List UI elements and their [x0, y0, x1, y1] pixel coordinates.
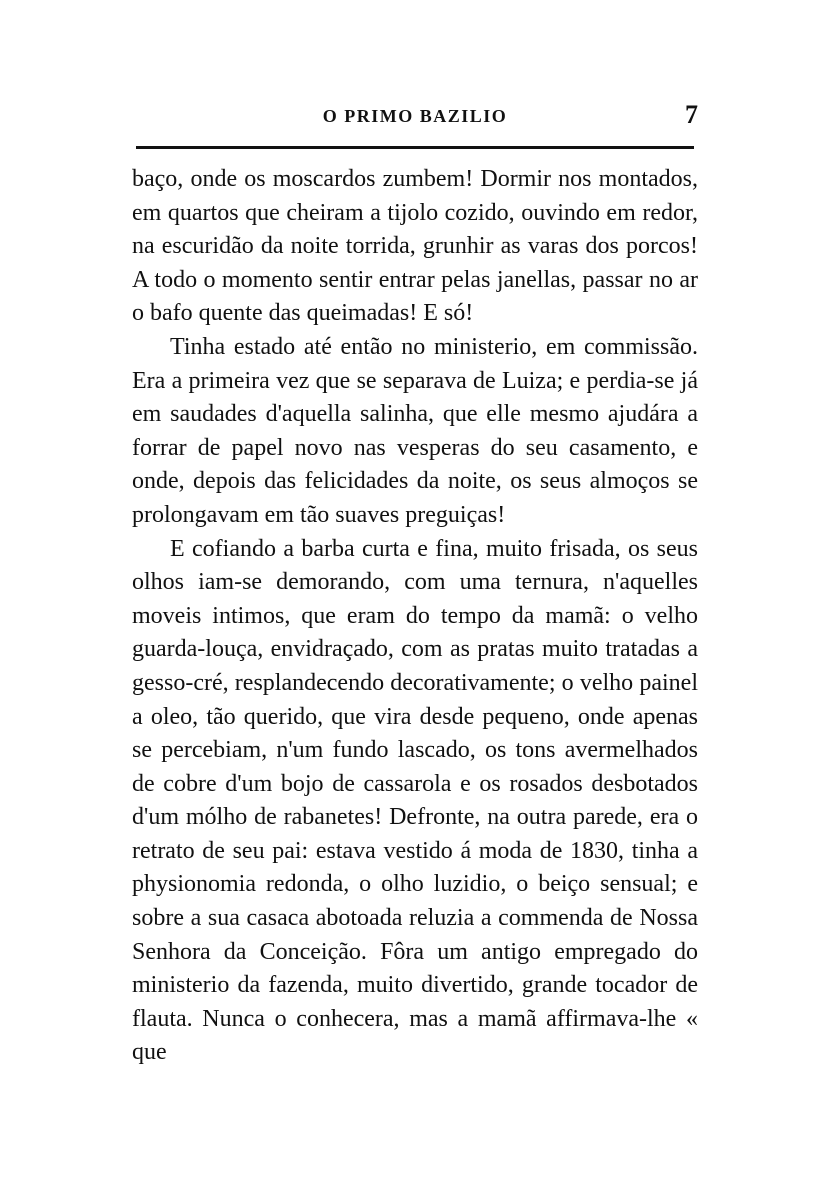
running-head	[132, 100, 698, 134]
paragraph-1: baço, onde os moscardos zumbem! Dormir nos montados, em quartos que cheiram a tijolo cozido, ouvindo em redor, na escuridão da noite torrida, grunhir as varas dos porcos! A todo o momento sentir entrar pelas janellas, passar no ar o bafo quente das queimadas! E só!	[132, 166, 698, 327]
running-title: O PRIMO BAZILIO	[322, 106, 508, 126]
paragraph-3: E cofiando a barba curta e fina, muito frisada, os seus olhos iam-se demorando, com uma ternura, n'aquelles moveis intimos, que eram do tempo da mamã: o velho guarda-louça, envidraçado, com as pratas muito tratadas a gesso-cré, resplandecendo decorativamente; o velho painel a oleo, tão querido, que vira desde pequeno, onde apenas se percebiam, n'um fundo lascado, os tons avermelhados de cobre d'um bojo de cassarola e os rosados desbotados d'um mólho de rabanetes! Defronte, na outra parede, era o retrato de seu pai: estava vestido á moda de 1830, tinha a physionomia redonda, o olho luzidio, o beiço sensual; e sobre a sua casaca abotoada reluzia a commenda de Nossa Senhora da Conceição. Fôra um antigo empregado do ministerio da fazenda, muito divertido, grande tocador de flauta. Nunca o conhecera, mas a mamã affirmava-lhe « que	[132, 535, 698, 1066]
paragraph-2: Tinha estado até então no ministerio, em commissão. Era a primeira vez que se separava de Luiza; e perdia-se já em saudades d'aquella salinha, que elle mesmo ajudára a forrar de papel novo nas vesperas do seu casamento, e onde, depois das felicidades da noite, os seus almoços se prolongavam em tão suaves preguiças!	[132, 333, 698, 528]
page-number: 7	[685, 100, 698, 129]
body-text	[132, 163, 698, 1070]
header-rule	[136, 146, 694, 149]
